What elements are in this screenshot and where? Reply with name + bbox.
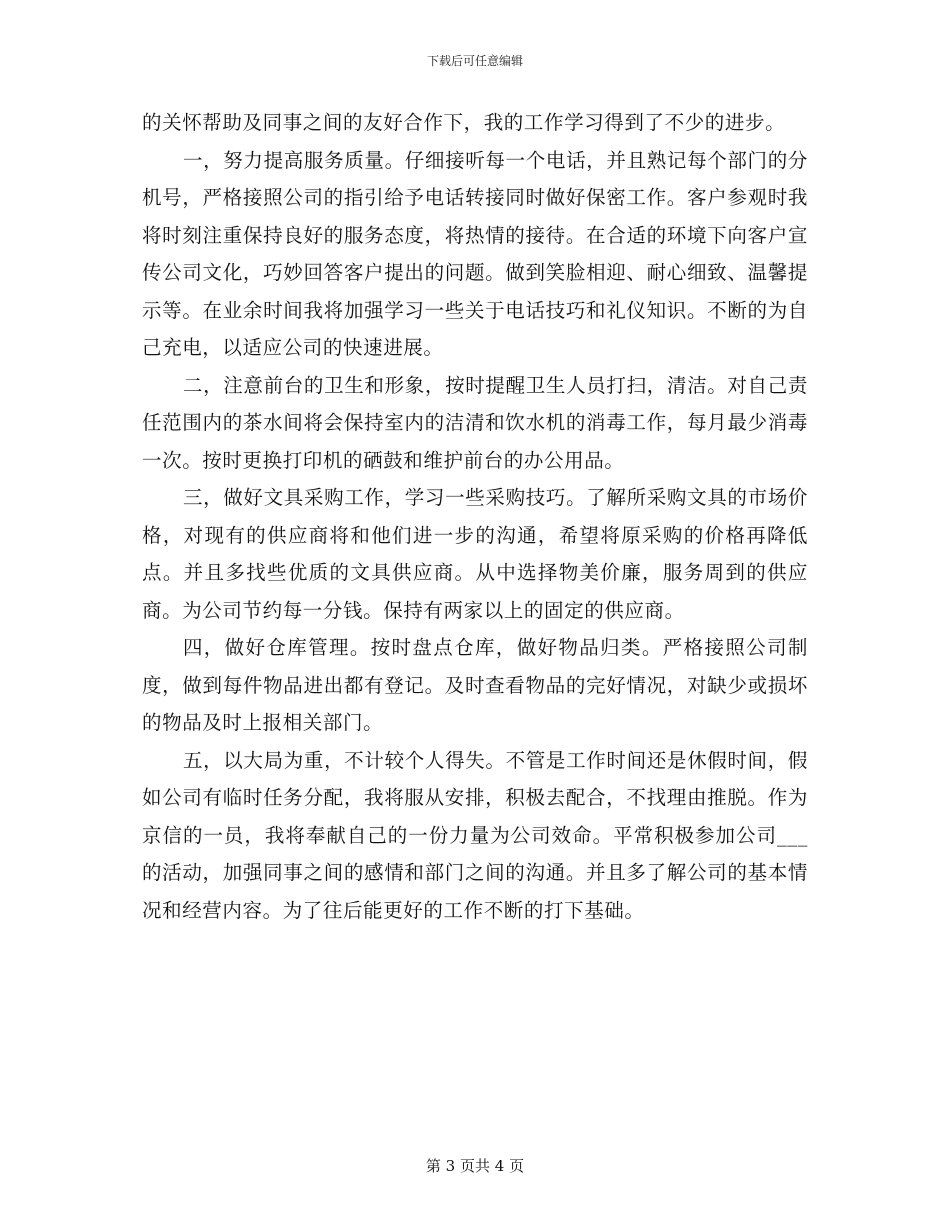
- paragraph-stationery-purchasing: 三，做好文具采购工作，学习一些采购技巧。了解所采购文具的市场价格，对现有的供应商将和他们进一步的沟通，希望将原采购的价格再降低点。并且多找些优质的文具供应商。从中选择物美价廉，服务周到的供应商。为公司节约每一分钱。保持有两家以上的固定的供应商。: [142, 486, 808, 622]
- paragraph-front-desk-hygiene: 二，注意前台的卫生和形象，按时提醒卫生人员打扫，清洁。对自己责任范围内的茶水间将会保持室内的洁清和饮水机的消毒工作，每月最少消毒一次。按时更换打印机的硒鼓和维护前台的办公用品。: [142, 373, 808, 472]
- page-number: 第 3 页共 4 页: [425, 1157, 525, 1175]
- paragraph-service-quality: 一，努力提高服务质量。仔细接听每一个电话，并且熟记每个部门的分机号，严格接照公司的指引给予电话转接同时做好保密工作。客户参观时我将时刻注重保持良好的服务态度，将热情的接待。在合适的环境下向客户宣传公司文化，巧妙回答客户提出的问题。做到笑脸相迎、耐心细致、温馨提示等。在业余时间我将加强学习一些关于电话技巧和礼仪知识。不断的为自己充电，以适应公司的快速进展。: [142, 148, 808, 359]
- page-header: 下载后可任意编辑: [426, 54, 523, 68]
- paragraph-continuation: 的关怀帮助及同事之间的友好合作下，我的工作学习得到了不少的进步。: [142, 111, 786, 134]
- document-body: [142, 104, 808, 929]
- paragraph-warehouse-management: 四，做好仓库管理。按时盘点仓库，做好物品归类。严格接照公司制度，做到每件物品进出都有登记。及时查看物品的完好情况，对缺少或损坏的物品及时上报相关部门。: [142, 636, 808, 734]
- paragraph-teamwork: 五，以大局为重，不计较个人得失。不管是工作时间还是休假时间，假如公司有临时任务分配，我将服从安排，积极去配合，不找理由推脱。作为京信的一员，我将奉献自己的一份力量为公司效命。平常积极参加公司___的活动，加强同事之间的感情和部门之间的沟通。并且多了解公司的基本情况和经营内容。为了往后能更好的工作不断的打下基础。: [142, 748, 808, 922]
